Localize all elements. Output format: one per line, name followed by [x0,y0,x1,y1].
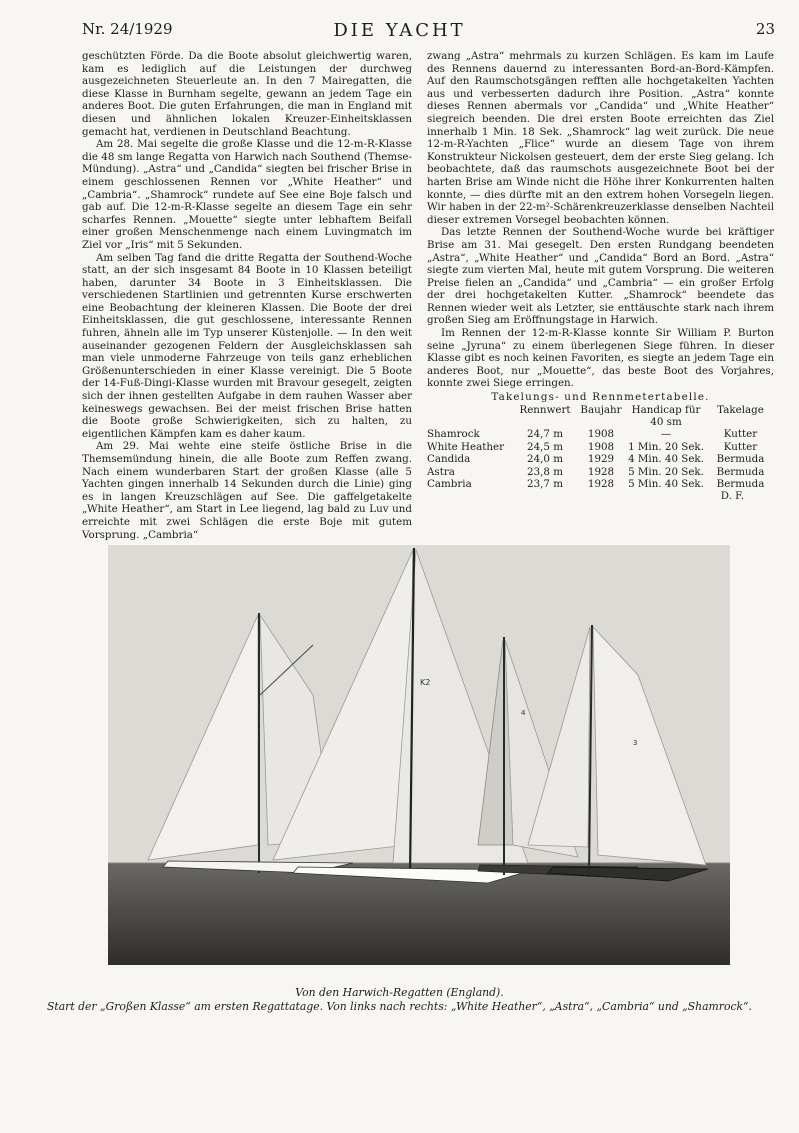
table-cell: Bermuda [716,453,765,466]
paragraph: Im Rennen der 12-m-R-Klasse konnte Sir William P. Burton seine „Jyruna“ zu einem überlegenen Siege führen. In dieser Klasse gibt es noch keinen Favoriten, es siegte an jedem Tage ein anderes Boot, nur „Mouette“, das beste Boot des Vorjahres, konnte zwei Siege erringen. [427,327,774,390]
table-cell: 24,5 m [527,440,563,453]
table-row [427,478,774,490]
table-row [427,428,774,440]
author-signature: D. F. [720,490,744,503]
sail-number: 3 [633,739,638,747]
paragraph: Am 29. Mai wehte eine steife östliche Brise in die Themsemündung hinein, die alle Boote zum Reffen zwang. Nach einem wunderbaren Start der großen Klasse (alle 5 Yachten gingen innerhalb 14 Sekunden durch die Linie) ging es in langen Kreuzschlägen auf See. Die gaffelgetakelte „White Heather“, am Start in Lee liegend, lag bald zu Luv und erreichte mit zwei Schlägen die erste Boje mit gutem Vorsprung. „Cambria“ [82,440,412,541]
right-column [427,50,774,503]
table-row [427,453,774,465]
table-cell: Astra [427,465,455,478]
table-cell: 1928 [587,478,615,491]
paragraph: Das letzte Rennen der Southend-Woche wurde bei kräftiger Brise am 31. Mai gesegelt. Den ersten Rundgang beendeten „Astra“, „White Heather“ und „Candida“ Bord an Bord. „Astra“ siegte zum vierten Mal, heute mit gutem Vorsprung. Die weiteren Preise fielen an „Candida“ und „Cambria“ — ein großer Erfolg der drei hochgetakelten Kutter. „Shamrock“ beendete das Rennen wieder weit als Letzter, sie enttäuschte stark nach ihrem großen Sieg am Eröffnungstage in Harwich. [427,226,774,327]
page-number: 23 [755,20,775,38]
table-cell: Candida [427,453,471,466]
table-cell: Bermuda [716,478,765,491]
table-cell: 24,0 m [527,453,563,466]
paragraph: Am selben Tag fand die dritte Regatta der Southend-Woche statt, an der sich insgesamt 84 Boote in 10 Klassen beteiligt haben, darunter 34 Boote in 3 Einheitsklassen. Die verschiedenen Startlinien und getrennten Kurse erschwerten eine Beobachtung der kleineren Klassen. Die Boote der drei Einheitsklassen, die gut geschlossene, interessante Rennen fuhren, ähneln alle im Typ unserer Küstenjolle. — In den weit auseinander gezogenen Feldern der Ausgleichsklassen sah man viele unmoderne Fahrzeuge von teils ganz erheblichen Größenunterschieden in einer Klasse vereinigt. Die 5 Boote der 14-Fuß-Dingi-Klasse wurden mit Bravour gesegelt, zeigten sich der ihnen gestellten Aufgabe in dem rauhen Wasser aber keineswegs gewachsen. Bei der meist frischen Brise hatten die Boote große Schwierigkeiten, sich zu halten, zu eigentlichen Kämpfen kam es daher kaum. [82,251,412,440]
table-cell: 1908 [587,440,615,453]
table-row [427,466,774,478]
table-cell: 1929 [587,453,615,466]
paragraph: geschützten Förde. Da die Boote absolut gleichwertig waren, kam es lediglich auf die Leistungen der durchweg ausgezeichneten Steuerleute an. In den 7 Mairegatten, die diese Klasse in Burnham segelte, gewann an jedem Tage ein anderes Boot. Die guten Erfahrungen, die man in England mit diesen und ähnlichen lokalen Kreuzer-Einheitsklassen gemacht hat, verdienen in Deutschland Beachtung. [82,50,412,138]
table-cell: Cambria [427,478,472,491]
table-header-row [427,404,774,429]
sail-number: 4 [521,709,526,717]
table-cell: 23,7 m [527,478,563,491]
table-cell: Kutter [723,428,758,441]
caption-text: Start der „Großen Klasse“ am ersten Regattatage. Von links nach rechts: „White Heather“, „Astra“, „Cambria“ und „Shamrock“. [47,1000,752,1013]
table-cell: 1908 [587,428,615,441]
page-header [0,20,799,44]
table-cell: 5 Min. 20 Sek. [628,465,704,478]
rating-table [427,404,774,491]
table-cell: 1 Min. 20 Sek. [628,440,704,453]
paragraph: Am 28. Mai segelte die große Klasse und die 12-m-R-Klasse die 48 sm lange Regatta von Harwich nach Southend (Themse-Mündung). „Astra“ und „Candida“ siegten bei frischer Brise in einem geschlossenen Rennen vor „White Heather“ und „Cambria“. „Shamrock“ rundete auf See eine Boje falsch und gab auf. Die 12-m-R-Klasse segelte an diesem Tage ein sehr scharfes Rennen. „Mouette“ siegte unter lebhaftem Beifall einer großen Menschenmenge nach einem Luvingmatch im Ziel vor „Iris“ mit 5 Sekunden. [82,138,412,251]
table-title: Takelungs- und Rennmetertabelle. [491,391,710,404]
sailing-yachts-illustration [108,545,730,965]
caption-title: Von den Harwich-Regatten (England). [295,986,504,999]
table-header-cell [427,404,513,429]
table-cell: 23,8 m [527,465,563,478]
table-header-cell: Baujahr [580,403,622,416]
magazine-title: DIE YACHT [333,20,466,41]
sail-number: K2 [420,678,431,687]
table-cell: 1928 [587,465,615,478]
table-cell: 4 Min. 40 Sek. [628,453,704,466]
table-cell: White Heather [427,440,505,453]
table-cell: Bermuda [716,465,765,478]
table-header-cell: Rennwert [519,403,571,416]
issue-number: Nr. 24/1929 [82,20,173,38]
left-column [82,50,412,541]
paragraph: zwang „Astra“ mehrmals zu kurzen Schlägen. Es kam im Laufe des Rennens dauernd zu interessanten Bord-an-Bord-Kämpfen. Auf den Raumschotsgängen refften alle hochgetakelten Yachten aus und verbesserten dadurch ihre Position. „Astra“ konnte dieses Rennen abermals vor „Candida“ und „White Heather“ siegreich beenden. Die drei ersten Boote erreichten das Ziel innerhalb 1 Min. 18 Sek. „Shamrock“ lag weit zurück. Die neue 12-m-R-Yachten „Flice“ wurde an diesem Tage von ihrem Konstrukteur Nickolsen gesteuert, dem der erste Sieg gelang. Ich beobachtete, daß das raumschots ausgezeichnete Boot bei der harten Brise am Winde nicht die Höhe ihrer Konkurrenten halten konnte, — dies dürfte mit an den extrem hohen Vorsegeln liegen. Wir haben in der 22-m²-Schärenkreuzerklasse denselben Nachteil dieser extremen Vorsegel beobachten können. [427,50,774,226]
table-cell: 24,7 m [527,428,563,441]
table-row [427,441,774,453]
photo-caption [0,986,799,1014]
table-cell: — [660,428,672,441]
table-cell: 5 Min. 40 Sek. [628,478,704,491]
table-header-cell: Handicap für 40 sm [631,403,701,429]
table-header-cell: Takelage [717,403,764,416]
table-cell: Shamrock [427,428,480,441]
table-cell: Kutter [723,440,758,453]
regatta-photo [108,545,730,965]
